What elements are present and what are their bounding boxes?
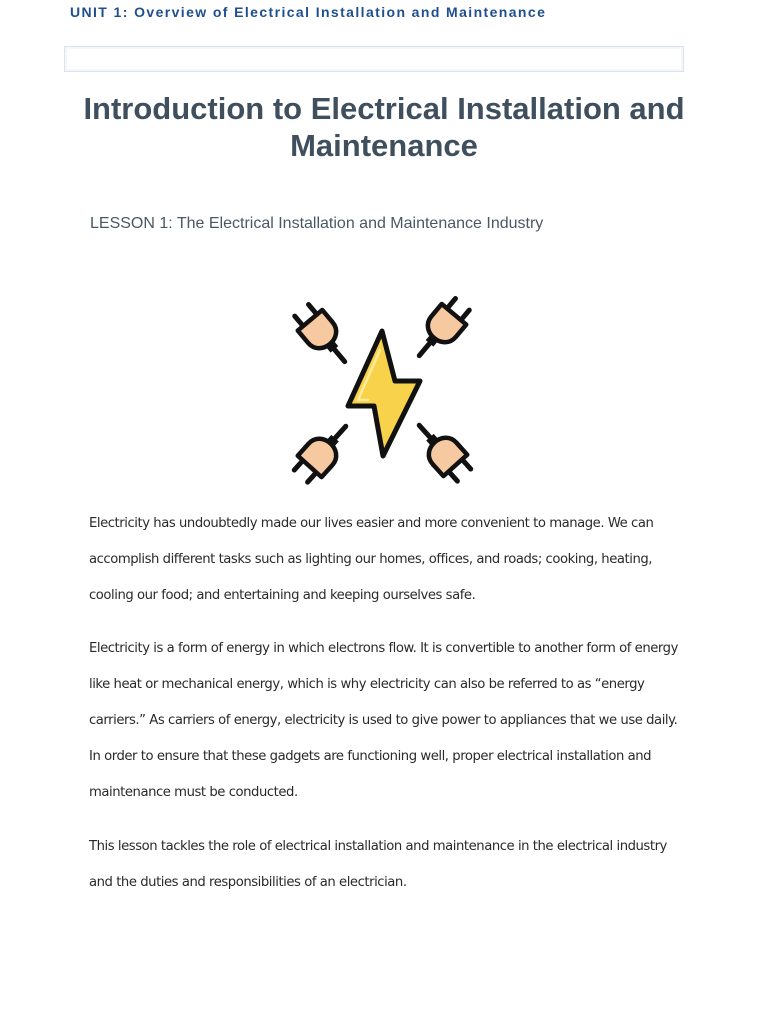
plug-icon (407, 294, 475, 366)
lightning-plugs-icon (286, 294, 482, 494)
unit-banner (64, 46, 684, 72)
lesson-heading: LESSON 1: The Electrical Installation and Maintenance Industry (90, 215, 544, 232)
body-paragraph: Electricity is a form of energy in which electrons flow. It is convertible to another form of energy like heat or mechanical energy, which is why electricity can also be referred to as “energy carriers.” As carriers of energy, electricity is used to give power to appliances that we use daily. In order to ensure that these gadgets are functioning well, proper electrical installation and maintenance must be conducted. (89, 641, 678, 800)
plug-icon (407, 415, 476, 486)
plug-icon (289, 416, 358, 487)
lightning-bolt-icon (348, 331, 420, 456)
body-paragraph: Electricity has undoubtedly made our lives easier and more convenient to manage. We can accomplish different tasks such as lighting our homes, offices, and roads; cooking, heating, cooling our food; and entertaining and keeping ourselves safe. (89, 516, 654, 603)
page-title: Introduction to Electrical Installation and Maintenance (83, 91, 685, 163)
electricity-illustration (286, 294, 482, 494)
plug-icon (289, 300, 357, 372)
unit-label: UNIT 1: Overview of Electrical Installation and Maintenance (70, 4, 547, 20)
body-paragraph: This lesson tackles the role of electrical installation and maintenance in the electrical industry and the duties and responsibilities of an electrician. (89, 839, 667, 890)
